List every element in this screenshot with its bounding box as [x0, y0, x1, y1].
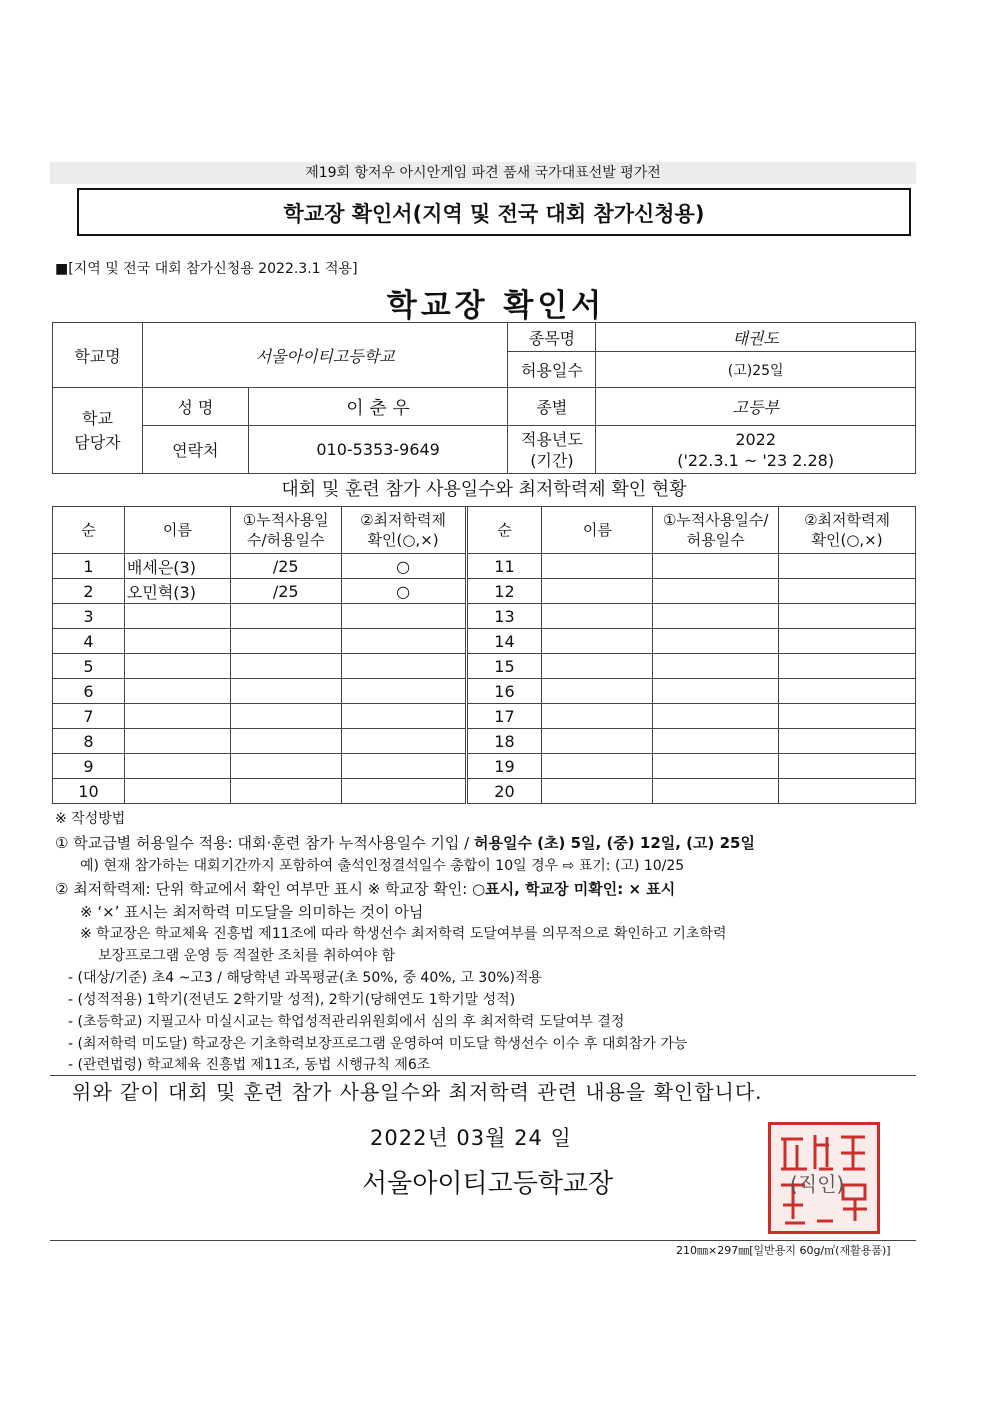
school-name-value: 서울아이티고등학교 [142, 323, 508, 388]
row-days-right [653, 604, 779, 629]
header-days-right: ①누적사용일수/ 허용일수 [653, 507, 779, 554]
row-check-left [341, 654, 466, 679]
row-days-left [230, 704, 341, 729]
row-check-left [341, 779, 466, 804]
event-banner: 제19회 항저우 아시안게임 파견 품새 국가대표선발 평가전 [50, 162, 916, 184]
row-number-right: 20 [466, 779, 542, 804]
row-check-right [779, 679, 916, 704]
guide-line-2: 예) 현재 참가하는 대회기간까지 포함하여 출석인정결석일수 총합이 10일 경우 ⇨ 표기: (고) 10/25 [80, 858, 685, 874]
row-days-right [653, 579, 779, 604]
row-name-left: 오민혁(3) [124, 579, 230, 604]
row-number-left: 8 [53, 729, 125, 754]
row-days-right [653, 704, 779, 729]
guide-line-3a: ② 최저학력제: 단위 학교에서 확인 여부만 표시 ※ 학교장 확인: [55, 880, 473, 898]
guide-line-10: - (최저학력 미도달) 학교장은 기초학력보장프로그램 운영하여 미도달 학생선수 이수 후 대회참가 가능 [68, 1036, 688, 1052]
row-name-right [542, 629, 653, 654]
header-no-left: 순 [53, 507, 125, 554]
row-name-left [124, 679, 230, 704]
row-check-right [779, 604, 916, 629]
guide-line-11: - (관련법령) 학교체육 진흥법 제11조, 동법 시행규칙 제6조 [68, 1057, 431, 1073]
row-number-right: 11 [466, 554, 542, 579]
row-number-left: 9 [53, 754, 125, 779]
table-row [53, 604, 916, 629]
row-number-left: 4 [53, 629, 125, 654]
row-days-left [230, 629, 341, 654]
row-name-left [124, 604, 230, 629]
name-label: 성 명 [142, 388, 248, 426]
row-name-right [542, 654, 653, 679]
row-name-left [124, 754, 230, 779]
row-name-left [124, 704, 230, 729]
row-name-right [542, 729, 653, 754]
row-number-left: 7 [53, 704, 125, 729]
guide-line-1a: ① 학교급별 허용일수 적용: 대회·훈련 참가 누적사용일수 기입 / [55, 834, 474, 852]
table-row [53, 654, 916, 679]
school-info-table [52, 322, 916, 474]
row-days-right [653, 554, 779, 579]
confirmation-statement: 위와 같이 대회 및 훈련 참가 사용일수와 최저학력 관련 내용을 확인합니다. [72, 1080, 763, 1104]
year-range: ('22.3.1 ~ '23 2.28) [677, 450, 835, 470]
row-days-right [653, 629, 779, 654]
header-check-left: ②최저학력제 확인(○,×) [341, 507, 466, 554]
guide-line-9: - (초등학교) 지필고사 미실시교는 학업성적관리위원회에서 심의 후 최저학력 도달여부 결정 [68, 1014, 625, 1030]
guide-line-5: ※ 학교장은 학교체육 진흥법 제11조에 따라 학생선수 최저학력 도달여부를 의무적으로 확인하고 기초학력 [80, 926, 727, 942]
row-check-left: ○ [341, 554, 466, 579]
row-name-left: 배세은(3) [124, 554, 230, 579]
row-number-right: 17 [466, 704, 542, 729]
row-number-left: 5 [53, 654, 125, 679]
guide-line-7: - (대상/기준) 초4 ~고3 / 해당학년 과목평균(초 50%, 중 40%, 고 30%)적용 [68, 970, 543, 986]
school-name-label: 학교명 [53, 323, 143, 388]
row-check-right [779, 654, 916, 679]
form-note: ■[지역 및 전국 대회 참가신청용 2022.3.1 적용] [55, 261, 358, 277]
table-row [53, 629, 916, 654]
table-row [53, 679, 916, 704]
row-name-right [542, 579, 653, 604]
header-check-right: ②최저학력제 확인(○,×) [779, 507, 916, 554]
form-title: 학교장 확인서(지역 및 전국 대회 참가신청용) [77, 188, 911, 236]
table-row [53, 579, 916, 604]
sport-value: 태권도 [596, 323, 916, 352]
paper-spec: 210㎜×297㎜[일반용지 60g/㎡(재활용품)] [676, 1244, 891, 1257]
allowed-days-value: (고)25일 [596, 352, 916, 388]
row-days-left [230, 779, 341, 804]
principal-name: 서울아이티고등학교장 [362, 1169, 614, 1199]
row-check-left [341, 604, 466, 629]
table-row [53, 704, 916, 729]
division-label: 종별 [508, 388, 596, 426]
row-days-left [230, 729, 341, 754]
header-no-right: 순 [466, 507, 542, 554]
row-number-left: 3 [53, 604, 125, 629]
row-days-right [653, 679, 779, 704]
row-check-right [779, 704, 916, 729]
guide-line-3b: ○표시, 학교장 미확인: × 표시 [472, 880, 676, 898]
row-name-left [124, 629, 230, 654]
row-check-right [779, 754, 916, 779]
section-title: 대회 및 훈련 참가 사용일수와 최저학력제 확인 현황 [52, 474, 916, 507]
row-name-right [542, 679, 653, 704]
year-label: 적용년도 (기간) [508, 426, 596, 474]
phone-label: 연락처 [142, 426, 248, 474]
row-name-left [124, 729, 230, 754]
footer-rule [50, 1240, 916, 1241]
row-number-right: 18 [466, 729, 542, 754]
row-number-right: 14 [466, 629, 542, 654]
row-check-right [779, 729, 916, 754]
row-check-left [341, 754, 466, 779]
guide-line-6: 보장프로그램 운영 등 적절한 조치를 취하여야 함 [98, 948, 396, 964]
row-check-left [341, 629, 466, 654]
sport-label: 종목명 [508, 323, 596, 352]
row-name-right [542, 779, 653, 804]
row-check-right [779, 629, 916, 654]
signed-date: 2022년 03월 24 일 [370, 1126, 572, 1150]
row-number-left: 2 [53, 579, 125, 604]
row-check-right [779, 554, 916, 579]
guide-heading: ※ 작성방법 [55, 811, 126, 827]
table-row [53, 554, 916, 579]
row-check-right [779, 779, 916, 804]
name-value: 이 춘 우 [248, 388, 508, 426]
year-value: 2022 [735, 429, 777, 449]
row-number-right: 15 [466, 654, 542, 679]
row-name-right [542, 604, 653, 629]
guide-line-8: - (성적적용) 1학기(전년도 2학기말 성적), 2학기(당해연도 1학기말 성적) [68, 992, 516, 1008]
row-days-left [230, 654, 341, 679]
row-number-right: 19 [466, 754, 542, 779]
row-days-right [653, 779, 779, 804]
row-number-left: 6 [53, 679, 125, 704]
row-number-right: 12 [466, 579, 542, 604]
row-name-right [542, 754, 653, 779]
row-check-left: ○ [341, 579, 466, 604]
row-number-right: 16 [466, 679, 542, 704]
table-row [53, 729, 916, 754]
allowed-days-label: 허용일수 [508, 352, 596, 388]
header-days-left: ①누적사용일 수/허용일수 [230, 507, 341, 554]
roster-header-row [53, 507, 916, 554]
document-title: 학교장 확인서 [386, 288, 606, 324]
row-number-left: 1 [53, 554, 125, 579]
row-days-right [653, 729, 779, 754]
row-check-left [341, 704, 466, 729]
row-name-right [542, 704, 653, 729]
row-days-left: /25 [230, 579, 341, 604]
row-days-left [230, 679, 341, 704]
contact-person-label: 학교 담당자 [53, 388, 143, 474]
table-row [53, 754, 916, 779]
row-days-left: /25 [230, 554, 341, 579]
table-row [53, 779, 916, 804]
seal-label: (직인) [790, 1172, 845, 1196]
guide-line-1b: 허용일수 (초) 5일, (중) 12일, (고) 25일 [474, 834, 755, 852]
phone-value: 010-5353-9649 [248, 426, 508, 474]
roster-table [52, 506, 916, 804]
row-name-left [124, 779, 230, 804]
row-days-left [230, 754, 341, 779]
row-days-left [230, 604, 341, 629]
row-number-right: 13 [466, 604, 542, 629]
row-days-right [653, 654, 779, 679]
header-name-left: 이름 [124, 507, 230, 554]
row-name-left [124, 654, 230, 679]
row-check-right [779, 579, 916, 604]
row-name-right [542, 554, 653, 579]
row-days-right [653, 754, 779, 779]
row-check-left [341, 679, 466, 704]
division-value: 고등부 [596, 388, 916, 426]
guide-line-4: ※ ‘×’ 표시는 최저학력 미도달을 의미하는 것이 아님 [80, 903, 424, 921]
row-number-left: 10 [53, 779, 125, 804]
row-check-left [341, 729, 466, 754]
header-name-right: 이름 [542, 507, 653, 554]
